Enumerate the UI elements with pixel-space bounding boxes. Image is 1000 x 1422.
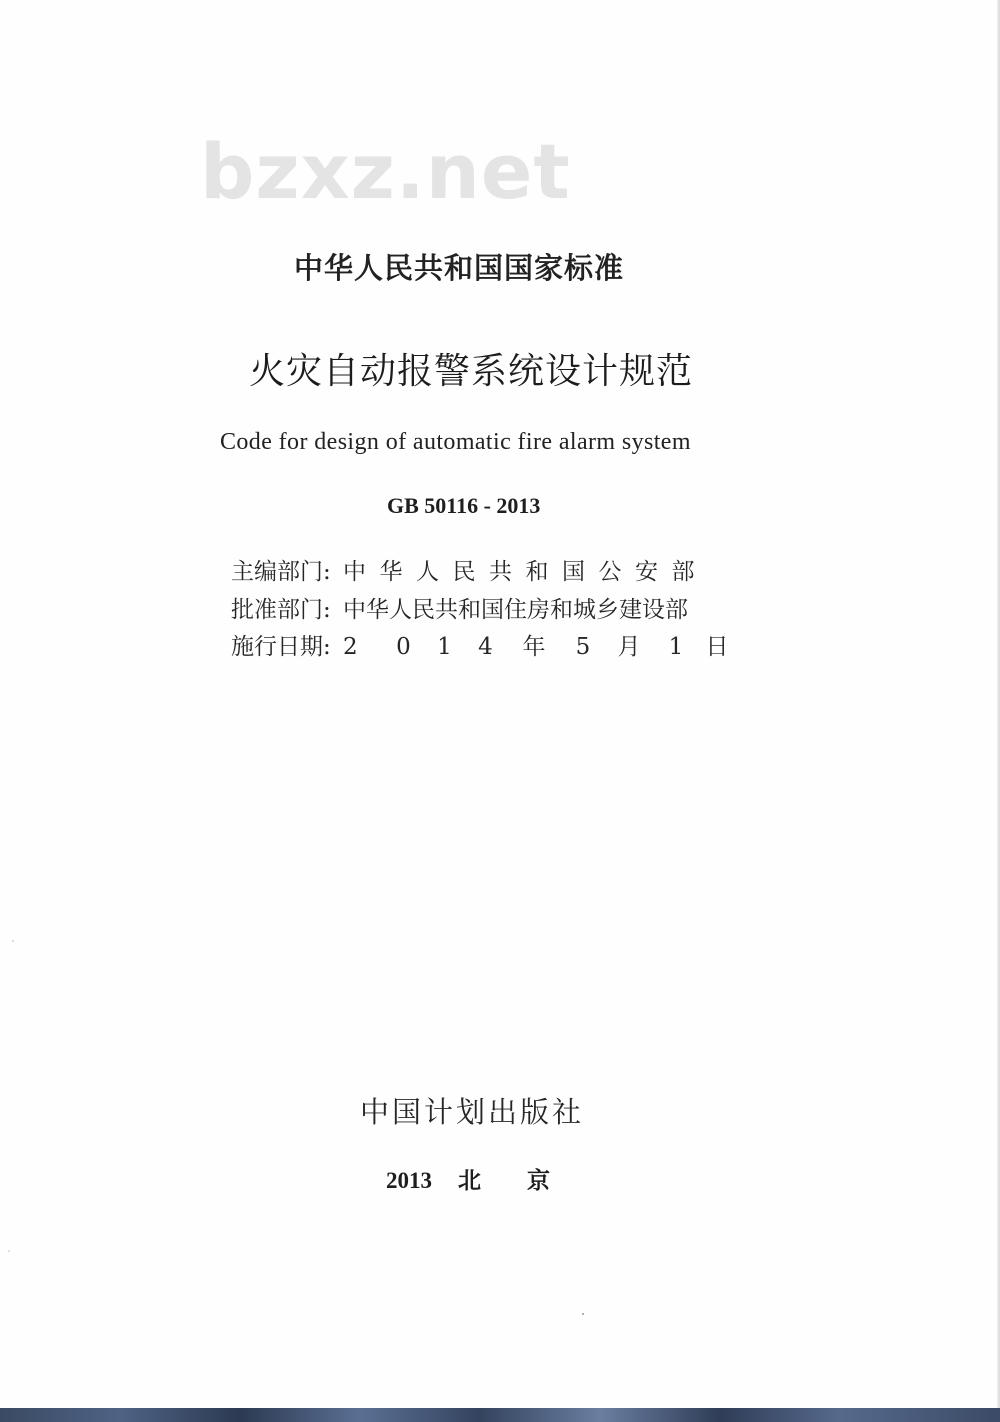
effective-date-value xyxy=(343,631,736,663)
date-part: 5 xyxy=(575,634,591,660)
standard-code: GB 50116 - 2013 xyxy=(387,493,541,518)
date-part: 2 xyxy=(343,634,358,660)
publication-city: 北京 xyxy=(458,1168,596,1193)
date-part: 4 xyxy=(478,634,493,660)
chief-editor-label: 主编部门: xyxy=(231,559,331,585)
publication-year: 2013 xyxy=(386,1168,432,1193)
approval-label: 批准部门: xyxy=(231,597,331,623)
date-part: 0 xyxy=(396,634,411,660)
date-part: 1 xyxy=(437,634,452,660)
scan-background-strip xyxy=(0,1408,1000,1422)
approval-value: 中华人民共和国住房和城乡建设部 xyxy=(343,597,688,623)
watermark-text: bzxz.net xyxy=(200,127,571,216)
approval-row xyxy=(231,594,731,626)
effective-date-label: 施行日期: xyxy=(231,634,331,660)
publication-place xyxy=(386,1166,596,1196)
date-part: 1 xyxy=(668,634,684,660)
chief-editor-value: 中华人民共和国公安部 xyxy=(343,559,708,585)
date-part: 月 xyxy=(617,634,641,660)
national-standard-heading: 中华人民共和国国家标准 xyxy=(294,251,625,285)
date-part: 日 xyxy=(705,634,729,660)
effective-date-row xyxy=(231,631,731,663)
chief-editor-row xyxy=(231,556,731,588)
publisher-name: 中国计划出版社 xyxy=(360,1095,585,1129)
scan-speck xyxy=(12,940,14,942)
date-part: 年 xyxy=(522,634,546,660)
document-title-chinese: 火灾自动报警系统设计规范 xyxy=(249,351,694,392)
scan-speck xyxy=(582,1313,584,1315)
scan-speck xyxy=(8,1250,10,1252)
document-title-english: Code for design of automatic fire alarm system xyxy=(220,429,691,455)
